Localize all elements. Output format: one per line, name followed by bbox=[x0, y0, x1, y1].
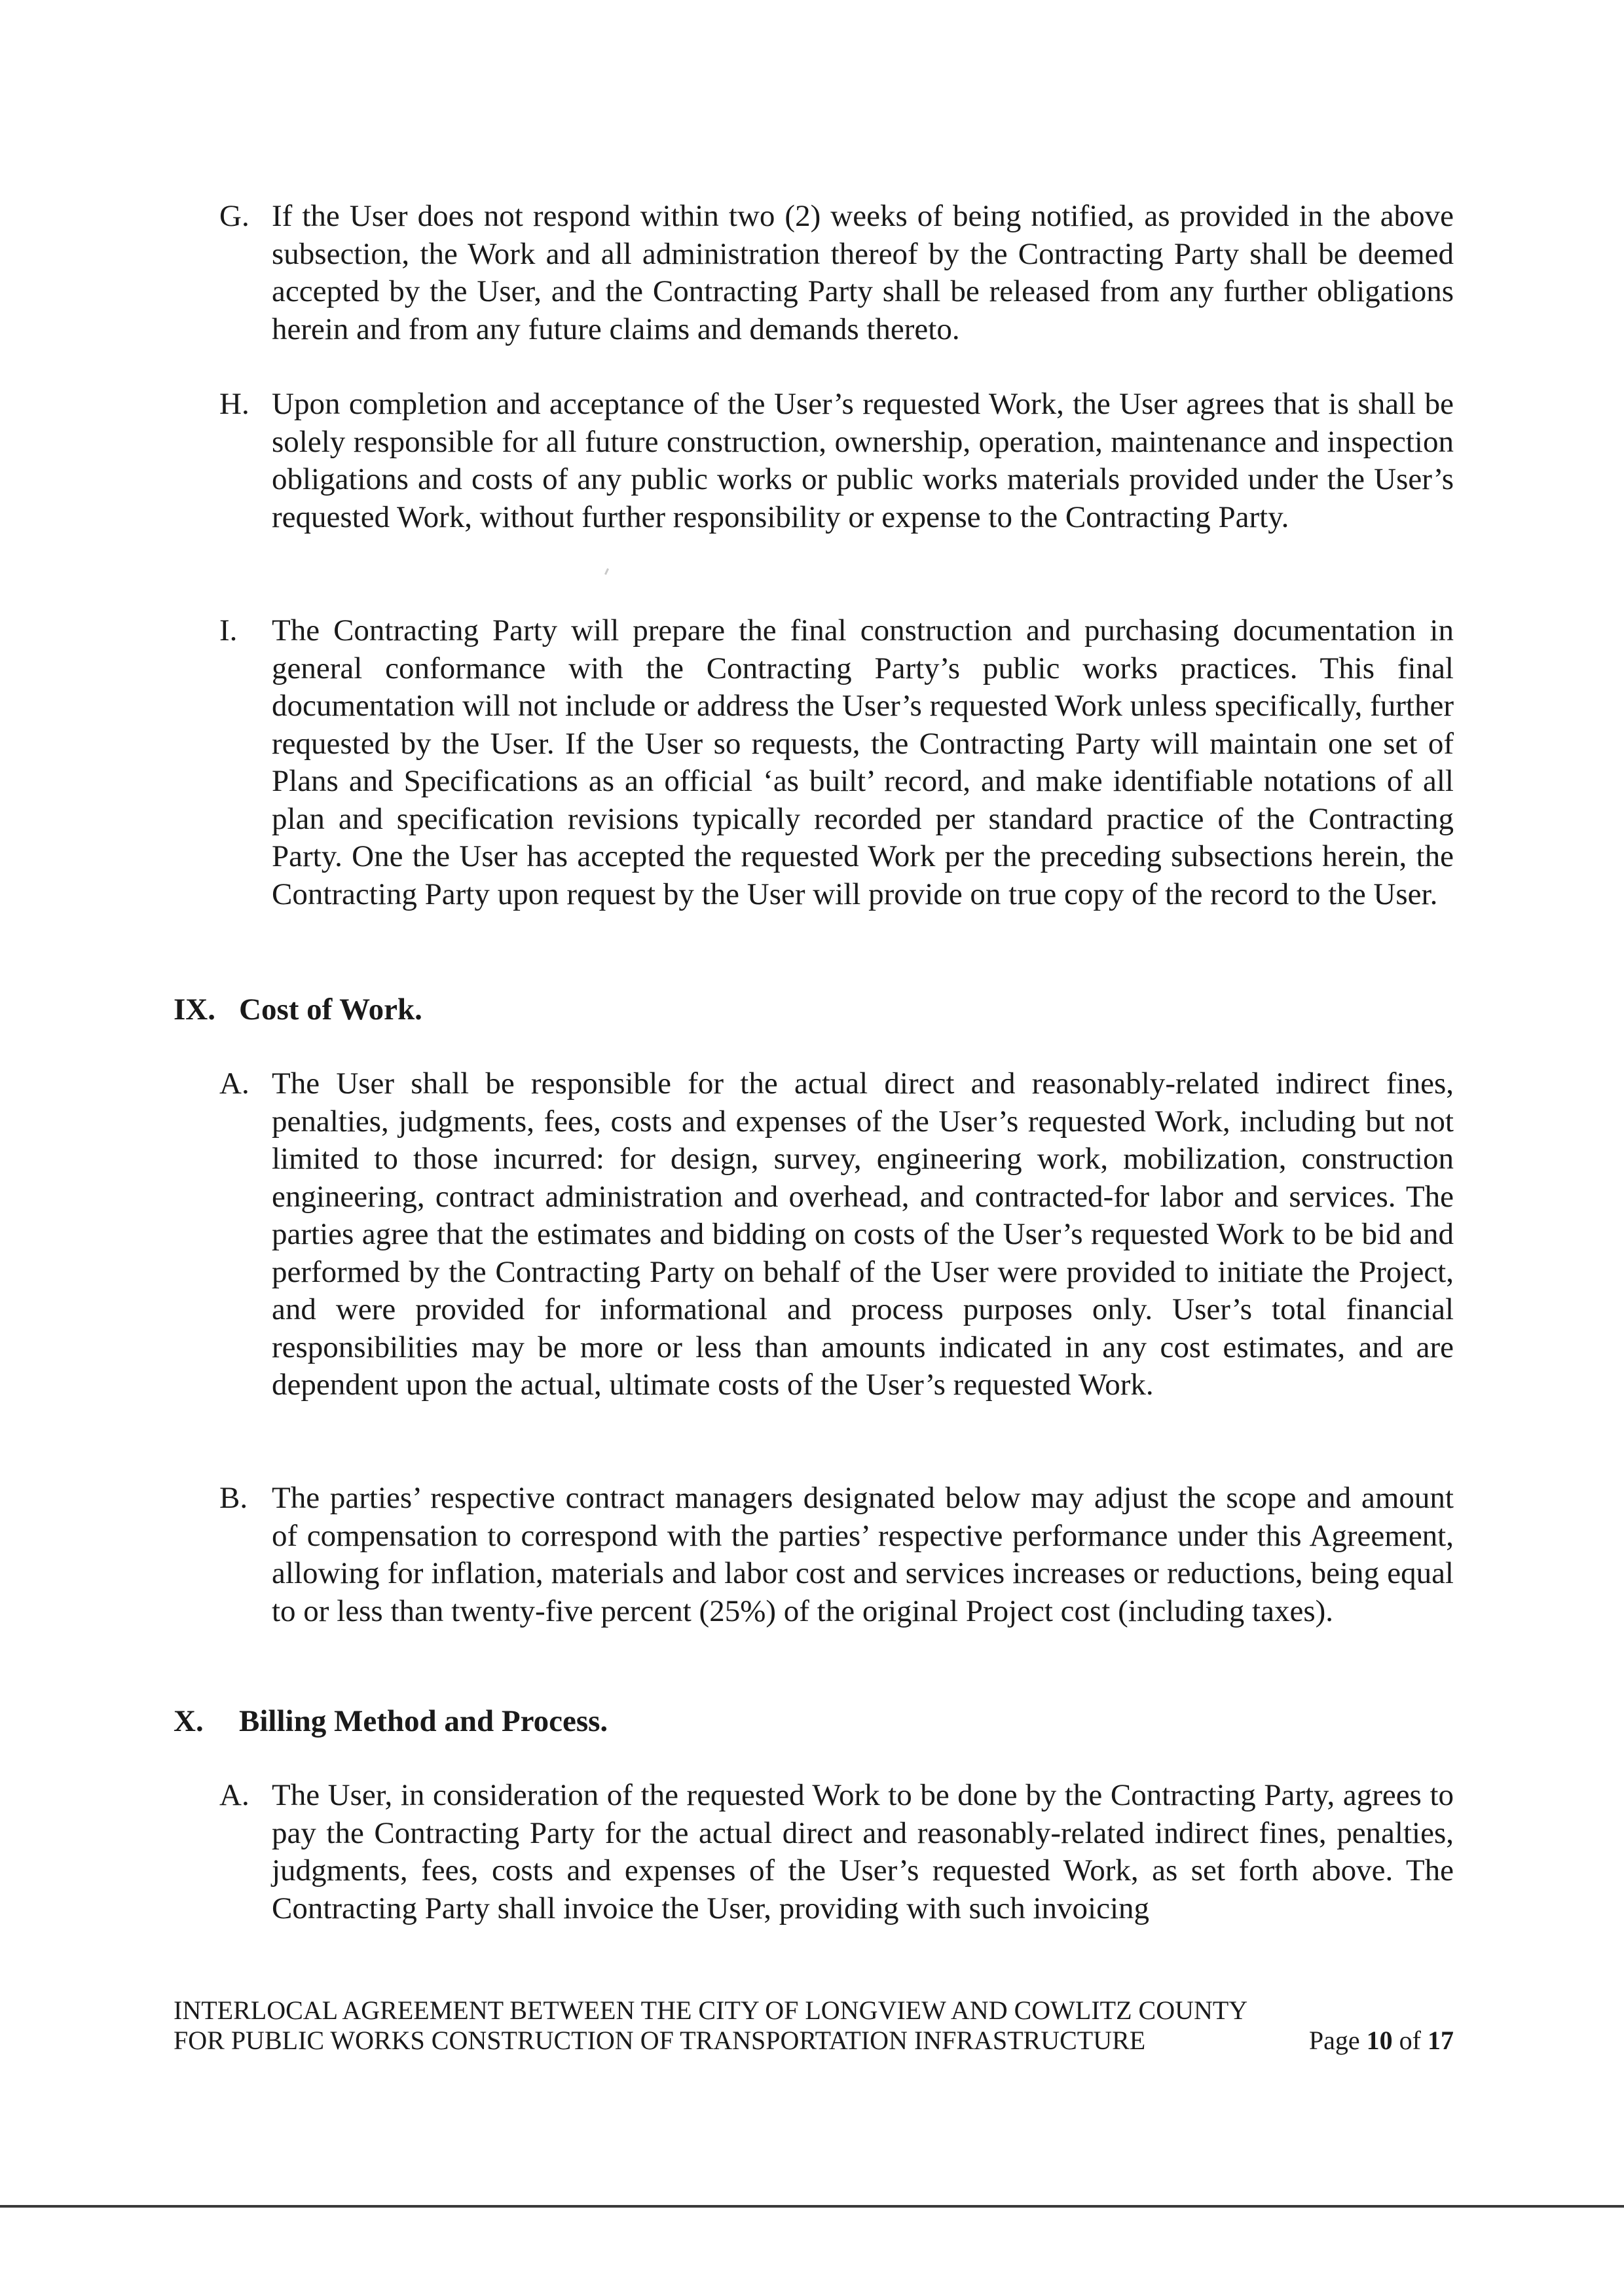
footer-title-line-2: FOR PUBLIC WORKS CONSTRUCTION OF TRANSPORTATION INFRASTRUCTURE bbox=[174, 2026, 1146, 2055]
section-x-a-letter: A. bbox=[219, 1778, 249, 1812]
item-i bbox=[219, 612, 1454, 959]
section-ix-a bbox=[219, 1065, 1454, 1451]
page-number-current: 10 bbox=[1366, 2026, 1393, 2055]
section-ix-title: Cost of Work. bbox=[239, 993, 422, 1027]
page-number bbox=[1309, 2026, 1454, 2056]
section-x-a bbox=[219, 1777, 1454, 1934]
item-i-letter: I. bbox=[219, 613, 238, 647]
page-footer bbox=[174, 1995, 1454, 2056]
item-h-text: Upon completion and acceptance of the User’s requested Work, the User agrees that is shall be solely responsible for all future construction, ownership, operation, maintenance and inspection obligations and costs of any public works or public works materials provided under the User’s requested Work, without further responsibility or expense to the Contracting Party. bbox=[272, 387, 1454, 534]
section-ix-b-letter: B. bbox=[219, 1481, 248, 1515]
section-x-a-text: The User, in consideration of the requested Work to be done by the Contracting Party, agrees to pay the Contracting Party for the actual direct and reasonably-related indirect fines, penalties, judgments, fees, costs and expenses of the User’s requested Work, as set forth above. The Contracting Party shall invoice the User, providing with such invoicing bbox=[272, 1778, 1454, 1925]
section-x-heading bbox=[174, 1703, 959, 1741]
item-g-letter: G. bbox=[219, 199, 249, 233]
page-number-prefix: Page bbox=[1308, 2026, 1360, 2055]
item-g-text: If the User does not respond within two (2) weeks of being notified, as provided in the above subsection, the Work and all administration thereof by the Contracting Party shall be deemed accepted by the User, and the Contracting Party shall be released from any further obligations herein and from any future claims and demands thereto. bbox=[272, 199, 1454, 346]
section-x-title: Billing Method and Process. bbox=[239, 1704, 608, 1738]
item-g bbox=[219, 198, 1454, 355]
section-ix-number: IX. bbox=[174, 993, 215, 1027]
page-number-of: of bbox=[1399, 2026, 1421, 2055]
bottom-scan-rule bbox=[0, 2205, 1624, 2208]
footer-title-line-1: INTERLOCAL AGREEMENT BETWEEN THE CITY OF LONGVIEW AND COWLITZ COUNTY bbox=[174, 1995, 1248, 2025]
item-h bbox=[219, 386, 1454, 582]
section-ix-a-letter: A. bbox=[219, 1066, 249, 1101]
section-ix-b bbox=[219, 1480, 1454, 1676]
section-x-number: X. bbox=[174, 1704, 204, 1738]
section-ix-heading bbox=[174, 991, 828, 1029]
page-number-total: 17 bbox=[1428, 2026, 1454, 2055]
section-ix-b-text: The parties’ respective contract managers designated below may adjust the scope and amount of compensation to correspond with the parties’ respective performance under this Agreement, allowing for inflation, materials and labor cost and services increases or reductions, being equal to or less than twenty-five percent (25%) of the original Project cost (including taxes). bbox=[272, 1481, 1454, 1628]
section-ix-a-text: The User shall be responsible for the actual direct and reasonably-related indirect fines, penalties, judgments, fees, costs and expenses of the User’s requested Work, including but not limited to those incurred: for design, survey, engineering work, mobilization, construction engineering, contract administration and overhead, and contracted-for labor and services. The parties agree that the estimates and bidding on costs of the User’s requested Work to be bid and performed by the Contracting Party on behalf of the User were provided to initiate the Project, and were provided for informational and process purposes only. User’s total financial responsibilities may be more or less than amounts indicated in any cost estimates, and are dependent upon the actual, ultimate costs of the User’s requested Work. bbox=[272, 1066, 1454, 1402]
item-h-letter: H. bbox=[219, 387, 249, 421]
item-i-text: The Contracting Party will prepare the final construction and purchasing documentation in general conformance with the Contracting Party’s public works practices. This final documentation will not include or address the User’s requested Work unless specifically, further requested by the User. If the User so requests, the Contracting Party will maintain one set of Plans and Specifications as an official ‘as built’ record, and make identifiable notations of all plan and specification revisions typically recorded per standard practice of the Contracting Party. One the User has accepted the requested Work per the preceding subsections herein, the Contracting Party upon request by the User will provide on true copy of the record to the User. bbox=[272, 613, 1454, 911]
